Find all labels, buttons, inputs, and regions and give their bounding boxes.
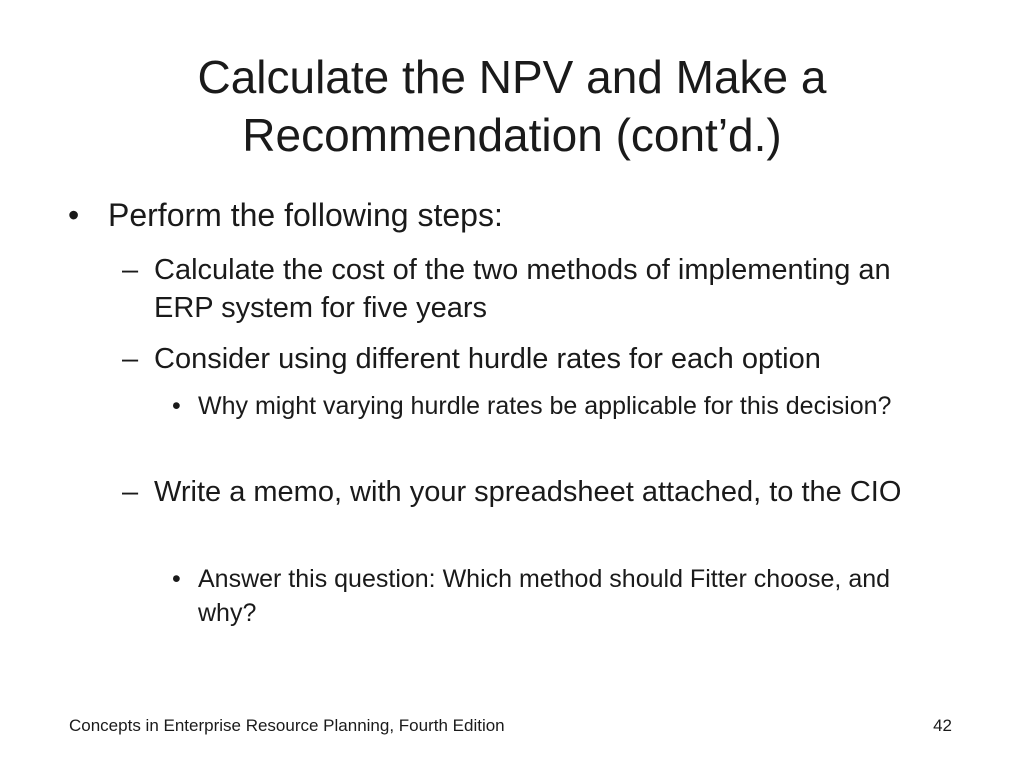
sub-sub-bullet-answer-question xyxy=(172,562,952,630)
bullet-marker: • xyxy=(172,392,181,420)
page-number: 42 xyxy=(933,716,952,735)
sub-bullet-hurdle-rates xyxy=(122,340,952,378)
bullet-perform-steps xyxy=(68,195,948,235)
footer-book-title: Concepts in Enterprise Resource Planning, Fourth Edition xyxy=(69,716,505,735)
sub-bullet-text: Calculate the cost of the two methods of implementing an ERP system for five years xyxy=(154,254,891,324)
sub-bullet-write-memo xyxy=(122,473,952,511)
dash-marker: – xyxy=(122,343,139,375)
dash-marker: – xyxy=(122,254,139,286)
dash-marker: – xyxy=(122,476,139,508)
sub-sub-bullet-text: Why might varying hurdle rates be applicable for this decision? xyxy=(198,392,892,420)
sub-sub-bullet-text: Answer this question: Which method should Fitter choose, and why? xyxy=(198,565,891,627)
sub-bullet-text: Consider using different hurdle rates for each option xyxy=(154,343,821,375)
slide-title-line-2: Recommendation (cont’d.) xyxy=(242,109,782,161)
sub-bullet-calculate-cost xyxy=(122,251,952,327)
slide-title-line-1: Calculate the NPV and Make a xyxy=(197,51,827,103)
bullet-marker: • xyxy=(172,565,181,593)
sub-sub-bullet-why-vary xyxy=(172,389,952,423)
sub-bullet-text: Write a memo, with your spreadsheet attached, to the CIO xyxy=(154,476,902,508)
bullet-marker: • xyxy=(68,197,80,233)
bullet-text: Perform the following steps: xyxy=(108,197,503,233)
